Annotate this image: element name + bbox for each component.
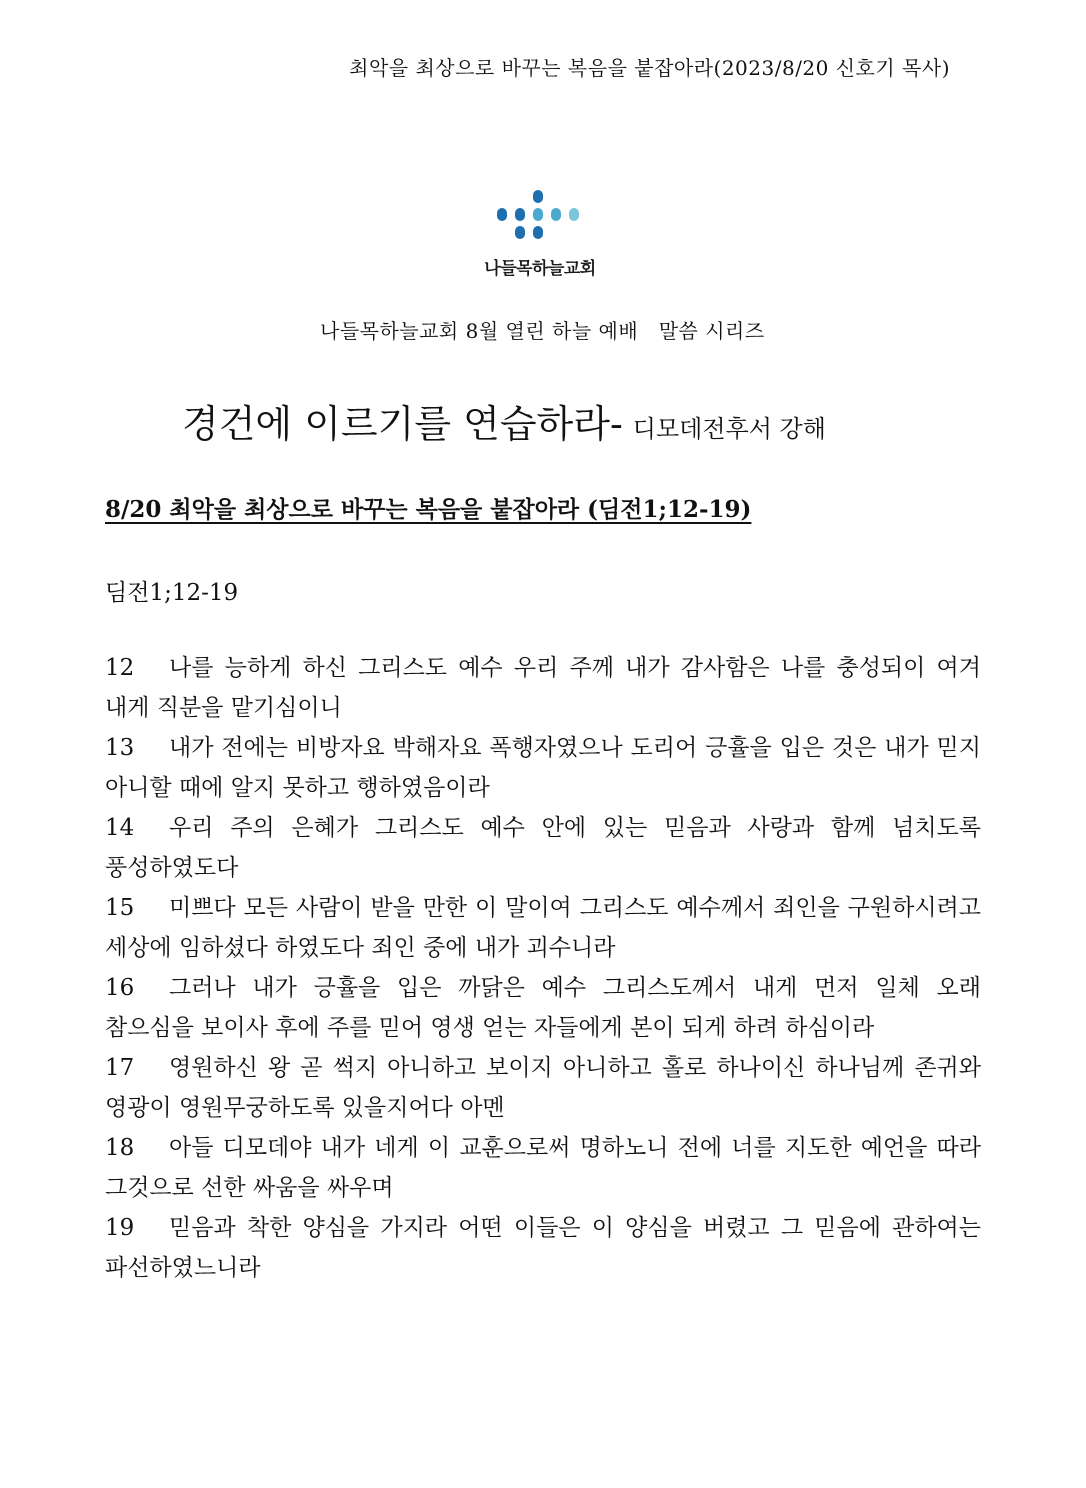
verse-text: 내가 전에는 비방자요 박해자요 폭행자였으나 도리어 긍휼을 입은 것은 내가 믿지 아니할 때에 알지 못하고 행하였음이라 bbox=[105, 735, 981, 801]
verse bbox=[105, 1208, 981, 1288]
logo-text: 나들목하늘교회 bbox=[484, 259, 596, 279]
verse-number: 16 bbox=[105, 975, 135, 1001]
logo-dots-icon bbox=[492, 188, 588, 248]
verse-text: 믿음과 착한 양심을 가지라 어떤 이들은 이 양심을 버렸고 그 믿음에 관하여는 파선하였느니라 bbox=[105, 1215, 981, 1281]
verse-number: 15 bbox=[105, 895, 135, 921]
document-title bbox=[182, 393, 826, 448]
verse-number: 17 bbox=[105, 1055, 135, 1081]
document-header: 최악을 최상으로 바꾸는 복음을 붙잡아라(2023/8/20 신호기 목사) bbox=[349, 56, 950, 80]
verse-number: 13 bbox=[105, 735, 135, 761]
verse bbox=[105, 728, 981, 808]
title-main: 경건에 이르기를 연습하라- bbox=[182, 402, 623, 446]
verse bbox=[105, 888, 981, 968]
sermon-heading: 8/20 최악을 최상으로 바꾸는 복음을 붙잡아라 (딤전1;12-19) bbox=[105, 496, 752, 523]
passage-reference: 딤전1;12-19 bbox=[105, 580, 239, 606]
verse-text: 미쁘다 모든 사람이 받을 만한 이 말이여 그리스도 예수께서 죄인을 구원하시려고 세상에 임하셨다 하였도다 죄인 중에 내가 괴수니라 bbox=[105, 895, 981, 961]
verse-text: 우리 주의 은혜가 그리스도 예수 안에 있는 믿음과 사랑과 함께 넘치도록 풍성하였도다 bbox=[105, 815, 981, 881]
verse bbox=[105, 648, 981, 728]
verse bbox=[105, 968, 981, 1048]
scripture-verses bbox=[105, 648, 981, 1288]
verse-text: 아들 디모데야 내가 네게 이 교훈으로써 명하노니 전에 너를 지도한 예언을 따라 그것으로 선한 싸움을 싸우며 bbox=[105, 1135, 981, 1201]
church-logo bbox=[470, 188, 610, 284]
verse bbox=[105, 1128, 981, 1208]
verse bbox=[105, 1048, 981, 1128]
verse-number: 18 bbox=[105, 1135, 135, 1161]
verse bbox=[105, 808, 981, 888]
series-title: 나들목하늘교회 8월 열린 하늘 예배 말씀 시리즈 bbox=[320, 319, 765, 343]
verse-number: 19 bbox=[105, 1215, 135, 1241]
verse-text: 그러나 내가 긍휼을 입은 까닭은 예수 그리스도께서 내게 먼저 일체 오래 참으심을 보이사 후에 주를 믿어 영생 얻는 자들에게 본이 되게 하려 하심이라 bbox=[105, 975, 981, 1041]
verse-number: 12 bbox=[105, 655, 135, 681]
verse-text: 나를 능하게 하신 그리스도 예수 우리 주께 내가 감사함은 나를 충성되이 여겨 내게 직분을 맡기심이니 bbox=[105, 655, 981, 721]
verse-number: 14 bbox=[105, 815, 135, 841]
verse-text: 영원하신 왕 곧 썩지 아니하고 보이지 아니하고 홀로 하나이신 하나님께 존귀와 영광이 영원무궁하도록 있을지어다 아멘 bbox=[105, 1055, 981, 1121]
title-subtitle: 디모데전후서 강해 bbox=[632, 415, 826, 443]
